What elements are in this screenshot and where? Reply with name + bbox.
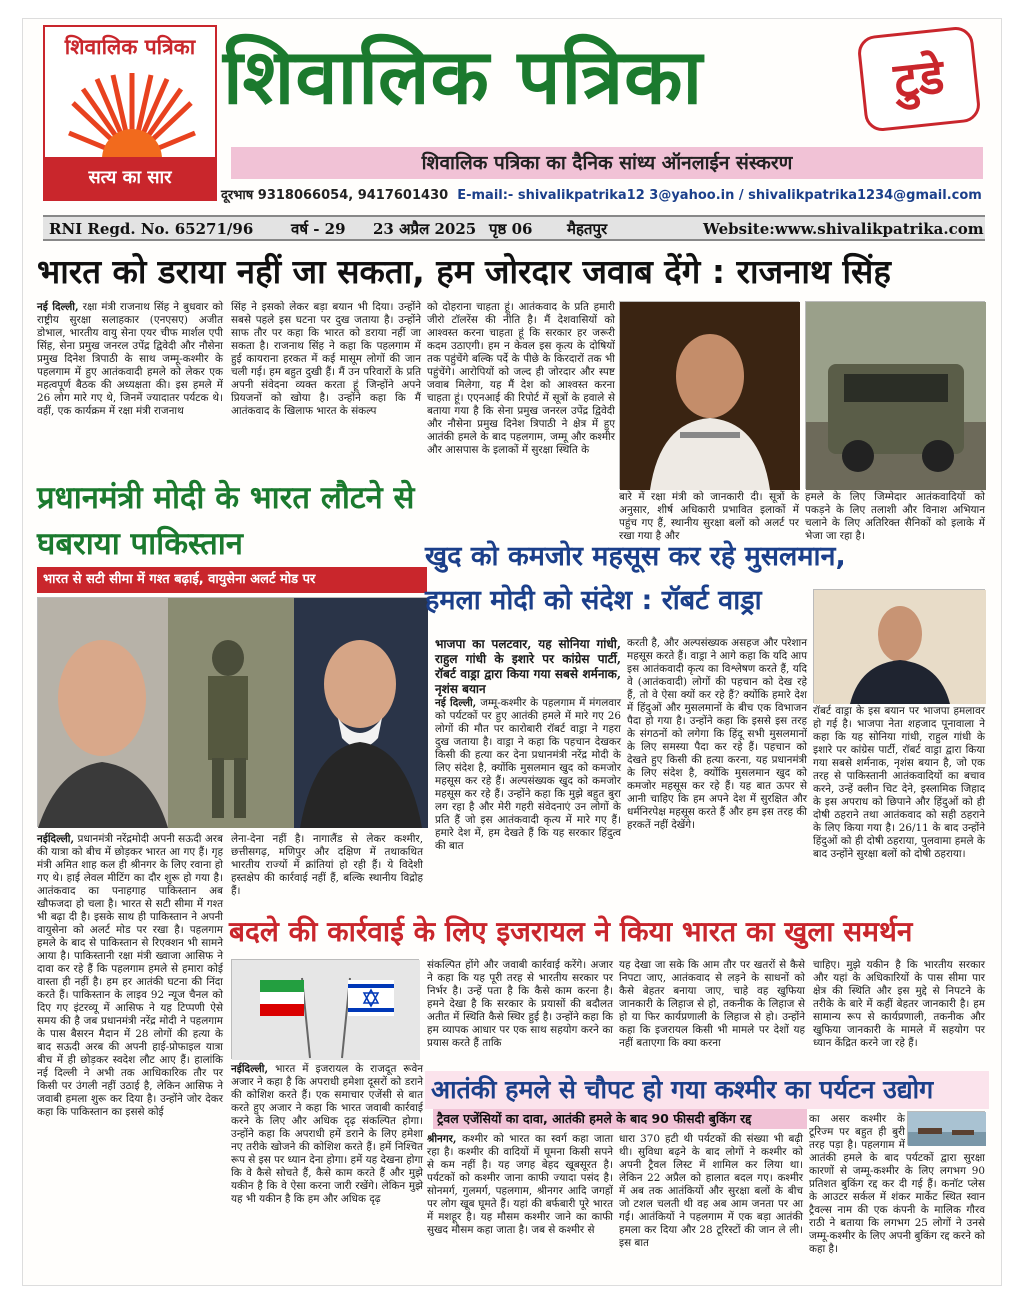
vadra-photo	[813, 589, 985, 703]
modi-collage-image	[38, 598, 428, 828]
email-addresses: E-mail:- shivalikpatrika12 3@yahoo.in / shivalikpatrika1234@gmail.com	[457, 188, 982, 203]
vadra-headline-line-2: हमला मोदी को संदेश : रॉबर्ट वाड्रा	[425, 585, 762, 616]
vadra-column-2: करती है, और अल्पसंख्यक असहज और परेशान महसूस करते हैं। वाड्रा ने आगे कहा कि यदि आप इस आतंकवादी कृत्य का विश्लेषण करते हैं, यदि वे (आतंकवादी) लोगों की पहचान को देख रहे हैं, तो वे ऐसा क्यों कर रहे हैं? क्योंकि हमारे देश में हिंदुओं और मुसलमानों के बीच एक विभाजन पैदा हो गया है। उन्होंने कहा कि इससे इस तरह के संगठनों को लगेगा कि हिंदू सभी मुसलमानों के लिए समस्या पैदा कर रहे हैं। पहचान को देखते हुए किसी की हत्या करना, यह प्रधानमंत्री के लिए संदेश है, क्योंकि मुसलमान खुद को कमजोर महसूस कर रहे हैं। यह बात ऊपर से आनी चाहिए कि हम अपने देश में सुरक्षित और धर्मनिरपेक्ष महसूस करते हैं और हम इस तरह की हरकतें नहीं देखेंगे।	[627, 637, 807, 831]
newspaper-logo	[43, 25, 217, 201]
modi-subheadline: भारत से सटी सीमा में गश्त बढ़ाई, वायुसेना अलर्ट मोड पर	[37, 567, 427, 593]
kashmir-text-1: कश्मीर को भारत का स्वर्ग कहा जाता रहा है। कश्मीर की वादियों में घूमना किसी सपने से कम नहीं है। यह जगह बेहद खूबसूरत है। पर्यटकों को कश्मीर जाना काफी ज्यादा पसंद है। सोनमर्ग, गुलमर्ग, पहलगाम, श्रीनगर आदि जगहों पर लोग खूब घूमते हैं। यहां की बर्फबारी पूरे भारत में मशहूर है। यह मौसम कश्मीर जाने का काफी सुखद मौसम कहा जाता है। जब से कश्मीर से	[427, 1133, 614, 1236]
masthead-tagline: शिवालिक पत्रिका का दैनिक सांध्य ऑनलाईन संस्करण	[231, 147, 983, 179]
vadra-text-1: जम्मू-कश्मीर के पहलगाम में मंगलवार को पर्यटकों पर हुए आतंकी हमले में मारे गए 26 लोगों की मौत पर कारोबारी रॉबर्ट वाड्रा ने गहरा दुख जताया है। वाड्रा ने कहा कि पहचान देखकर किसी की हत्या कर देना प्रधानमंत्री नरेंद्र मोदी के लिए संदेश है, क्योंकि मुसलमान खुद को कमजोर महसूस कर रहे हैं। अल्पसंख्यक खुद को कमजोर महसूस कर रहे हैं। उन्होंने कहा कि मुझे बहुत बुरा लग रहा है और मेरी गहरी संवेदनाएं उन लोगों के प्रति हैं जो इस आतंकवादी कृत्य में मारे गए हैं। हमारे देश में, हम देखते हैं कि यह सरकार हिंदुत्व की बात	[435, 697, 621, 852]
rajnath-dateline: नई दिल्ली,	[37, 301, 79, 313]
israel-column-4: चाहिए। मुझे यकीन है कि भारतीय सरकार और यहां के अधिकारियों के पास सीमा पार क्षेत्र की स्थिति और इस मुद्दे से निपटने के तरीके के बारे में कहीं बेहतर जानकारी है। हम सामान्य रूप से कार्यप्रणाली, तकनीक और खुफिया जानकारी के मामले में सहयोग पर ध्यान केंद्रित करने जा रहे हैं।	[813, 959, 985, 1049]
flags-photo	[231, 959, 419, 1059]
rajnath-column-3: को दोहराना चाहता हूं। आतंकवाद के प्रति हमारी जीरो टॉलरेंस की नीति है। मैं देशवासियों को आश्वस्त करना चाहता हूं कि सरकार हर जरूरी कदम उठाएगी। हम न केवल इस कृत्य के दोषियों तक पहुंचेंगे बल्कि पर्दे के पीछे के किरदारों तक भी पहुंचेंगे। आरोपियों को जल्द ही जोरदार और स्पष्ट जवाब मिलेगा, यह मैं देश को आश्वस्त करना चाहता हूं। एएनआई की रिपोर्ट में सूत्रों के हवाले से बताया गया है कि सेना प्रमुख जनरल उपेंद्र द्विवेदी और नौसेना प्रमुख दिनेश त्रिपाठी ने क्षेत्र में हुए आतंकी हमले के बाद पहलगाम, जम्मू और कश्मीर और आसपास के इलाकों में सुरक्षा स्थिति के	[427, 301, 615, 456]
kashmir-dateline: श्रीनगर,	[427, 1133, 457, 1145]
kashmir-column-2: धारा 370 हटी थी पर्यटकों की संख्या भी बढ़ी थी। सुविधा बढ़ने के बाद लोगों ने कश्मीर को अपनी ट्रैवल लिस्ट में शामिल कर लिया था। लेकिन 22 अप्रैल को हालात बदल गए। कश्मीर में अब तक आतंकियों और सुरक्षा बलों के बीच जो टशल चलती थी वह अब आम जनता पर आ गई। आतंकियों ने पहलगाम में एक बड़ा आतंकी हमला कर दिया और 28 टूरिस्टों की जान ले ली। इस बात	[619, 1133, 803, 1249]
modi-column-1	[37, 833, 223, 1285]
rajnath-headline: भारत को डराया नहीं जा सकता, हम जोरदार जवाब देंगे : राजनाथ सिंह	[37, 252, 891, 291]
modi-headline: प्रधानमंत्री मोदी के भारत लौटने से घबराया पाकिस्तान	[37, 480, 415, 562]
army-vehicle-photo	[805, 301, 985, 489]
vadra-dateline: नई दिल्ली,	[435, 697, 477, 709]
logo-top-text: शिवालिक पत्रिका	[64, 34, 196, 59]
phone-label: दूरभाष	[221, 188, 254, 203]
israel-column-3: यह देखा जा सके कि आम तौर पर खतरों से कैसे निपटा जाए, आतंकवाद से लड़ने के साधनों को कैसे बेहतर बनाया जाए, चाहे वह खुफिया जानकारी के लिहाज से हो, तकनीक के लिहाज से हो या फिर कार्यप्रणाली के लिहाज से हो। उन्होंने कहा कि इजरायल किसी भी मामले पर देशों यह नहीं बताएगा कि क्या करना	[619, 959, 805, 1049]
vadra-column-1	[435, 637, 621, 909]
modi-dateline: नईदिल्ली,	[37, 833, 75, 845]
contact-line	[221, 185, 1001, 207]
israel-dateline: नईदिल्ली,	[231, 1063, 269, 1075]
vadra-lede: भाजपा का पलटवार, यह सोनिया गांधी, राहुल गांधी के इशारे पर कांग्रेस पार्टी, रॉबर्ट वाड्रा द्वारा किया गया सबसे शर्मनाक, नृशंस बयान	[435, 637, 621, 696]
issue-year: वर्ष - 29	[291, 220, 346, 238]
israel-headline: बदले की कार्रवाई के लिए इजरायल ने किया भारत का खुला समर्थन	[229, 915, 913, 948]
rni-number: RNI Regd. No. 65271/96	[49, 220, 254, 238]
vadra-caption: रॉबर्ट वाड्रा के इस बयान पर भाजपा हमलावर हो गई है। भाजपा नेता शहजाद पूनावाला ने कहा कि यह सोनिया गांधी, राहुल गांधी के इशारे पर कांग्रेस पार्टी, रॉबर्ट वाड्रा द्वारा किया गया सबसे शर्मनाक, नृशंस बयान है, जो एक तरह से पाकिस्तानी आतंकवादियों का बचाव करने, उन्हें क्लीन चिट देने, इस्लामिक जिहाद के इस अपराध को छिपाने और हिंदुओं को ही दोषी ठहराने तथा आतंकवाद को सही ठहराने के लिए किया गया है। 26/11 के बाद उन्होंने हिंदुओं को ही दोषी ठहराया, पुलवामा हमले के बाद उन्होंने सुरक्षा बलों को दोषी ठहराया।	[813, 705, 985, 860]
rajnath-photo	[619, 301, 799, 489]
kashmir-text-3: का असर कश्मीर के टूरिज्म पर बहुत ही बुरी तरह पड़ा है। पहलगाम में आतंकी हमले के बाद पर्यटकों द्वारा सुरक्षा कारणों से जम्मू-कश्मीर के लिए लगभग 90 प्रतिशत बुकिंग रद्द कर दी गई हैं। कनॉट प्लेस के आउटर सर्कल में शंकर मार्केट स्थित स्वान ट्रैवल्स नाम की एक कंपनी के मालिक गौरव राठी ने बताया कि लगभग 25 लोगों ने उनसे जम्मू-कश्मीर के लिए अपनी बुकिंग रद्द करने को कहा है।	[809, 1113, 985, 1255]
modi-text-1: प्रधानमंत्री नरेंद्रमोदी अपनी सऊदी अरब की यात्रा को बीच में छोड़कर भारत आ गए हैं। गृह मंत्री अमित शाह कल ही श्रीनगर के लिए रवाना हो गए थे। हाई लेवल मीटिंग का दौर शुरू हो गया है। आतंकवाद का पनाहगाह पाकिस्तान अब खौफजदा हो चला है। भारत से सटी सीमा में गश्त भी बढ़ा दी है। इसके साथ ही पाकिस्तान ने अपनी वायुसेना को अलर्ट मोड पर रखा है। पहलगाम हमले के बाद से पाकिस्तान से रिएक्शन भी सामने आया है। पाकिस्तानी रक्षा मंत्री ख्वाजा आसिफ ने दावा कर रहे हैं कि पहलगाम हमले से हमारा कोई वास्ता ही नहीं है। हम हर आतंकी घटना की निंदा करते हैं। पाकिस्तान के लाइव 92 न्यूज चैनल को दिए गए इंटरव्यू में आसिफ ने यह टिप्पणी ऐसे समय की है जब प्रधानमंत्री नरेंद्र मोदी ने पहलगाम के पास बैसरन मैदान में 28 लोगों की हत्या के बाद सऊदी अरब की अपनी हाई-प्रोफाइल यात्रा बीच में ही छोड़कर स्वदेश लौट आए हैं। हालांकि नई दिल्ली ने अभी तक आधिकारिक तौर पर किसी पर उंगली नहीं उठाई है, लेकिन आसिफ ने जवाबी हमला शुरू कर दिया है। उन्होंने जोर देकर कहा कि पाकिस्तान का इससे कोई	[37, 833, 223, 1118]
masthead-title: शिवालिक पत्रिका	[223, 32, 704, 121]
kashmir-photo-float	[905, 1113, 985, 1149]
israel-column-2: संकल्पित होंगे और जवाबी कार्रवाई करेंगे। अजार ने कहा कि यह पूरी तरह से भारतीय सरकार पर निर्भर है। उन्हें पता है कि कैसे काम करना है। हमने देखा है कि सरकार के प्रयासों की बदौलत अतीत में स्थिति कैसे स्थिर हुई है। उन्होंने कहा कि हम व्यापक आधार पर एक साथ सहयोग करने का प्रयास करते हैं ताकि	[427, 959, 613, 1049]
rajnath-caption-2: हमले के लिए जिम्मेदार आतंकवादियों को पकड़ने के लिए तलाशी और विनाश अभियान चलाने के लिए अतिरिक्त सैनिकों को इलाके में भेजा जा रहा है।	[805, 491, 985, 542]
kashmir-column-3	[809, 1113, 985, 1285]
phone-numbers: 9318066054, 9417601430	[257, 188, 449, 203]
page-number: पृष्ठ 06	[489, 220, 533, 238]
rajnath-caption-1: बारे में रक्षा मंत्री को जानकारी दी। सूत्रों के अनुसार, शीर्ष अधिकारी प्रभावित इलाकों में पहुंच गए हैं, स्थानीय सुरक्षा बलों को अलर्ट पर रखा गया है और	[619, 491, 799, 542]
newspaper-page	[22, 18, 1002, 1286]
sunburst-icon	[67, 67, 197, 163]
today-badge: टुडे	[856, 25, 981, 133]
website: Website:www.shivalikpatrika.com	[703, 220, 984, 238]
flags-image	[232, 960, 420, 1060]
vadra-portrait-image	[814, 590, 986, 704]
vadra-headline-line-1: खुद को कमजोर महसूस कर रहे मुसलमान,	[425, 541, 846, 572]
modi-column-2: लेना-देना नहीं है। नागालैंड से लेकर कश्मीर, छत्तीसगढ़, मणिपुर और दक्षिण में तथाकथित भारतीय राज्यों में क्रांतियां हो रही हैं। ये विदेशी हस्तक्षेप की कार्रवाई नहीं हैं, बल्कि स्थानीय विद्रोह हैं।	[231, 833, 423, 897]
kashmir-subheadline: ट्रैवल एजेंसियों का दावा, आतंकी हमले के बाद 90 फीसदी बुकिंग रद्द	[433, 1109, 807, 1129]
logo-motto: सत्य का सार	[45, 157, 215, 199]
israel-column-1	[231, 1063, 423, 1285]
rajnath-text-1: रक्षा मंत्री राजनाथ सिंह ने बुधवार को राष्ट्रीय सुरक्षा सलाहकार (एनएसए) अजीत डोभाल, भारतीय वायु सेना एयर चीफ मार्शल एपी सिंह, सेना प्रमुख जनरल उपेंद्र द्विवेदी और नौसेना प्रमुख दिनेश त्रिपाठी के साथ जम्मू-कश्मीर के पहलगाम में हुए आतंकवादी हमले को लेकर एक महत्वपूर्ण बैठक की अध्यक्षता की। इस हमले में 26 लोग मारे गए थे, जिनमें ज्यादातर पर्यटक थे। वहीं, एक कार्यक्रम में रक्षा मंत्री राजनाथ	[37, 301, 224, 417]
rajnath-portrait-image	[620, 302, 800, 490]
rajnath-column-1	[37, 301, 223, 473]
place-name: मैहतपुर	[567, 220, 608, 238]
kashmir-column-1	[427, 1133, 613, 1285]
modi-collage-photo	[37, 597, 427, 827]
army-vehicle-image	[806, 302, 986, 490]
issue-date: 23 अप्रैल 2025	[373, 220, 477, 238]
rajnath-column-2: सिंह ने इसको लेकर बड़ा बयान भी दिया। उन्होंने सबसे पहले इस घटना पर दुख जताया है। उन्होंने साफ तौर पर कहा कि भारत को डराया नहीं जा सकता है। राजनाथ सिंह ने कहा कि पहलगाम में हुई कायराना हरकत में कई मासूम लोगों की जान चली गई। हम बहुत दुखी हैं। मैं उन परिवारों के प्रति अपनी संवेदना व्यक्त करता हूं जिन्होंने अपने प्रियजनों को खोया है। उन्होंने कहा कि मैं आतंकवाद के खिलाफ भारत के संकल्प	[231, 301, 421, 417]
israel-text-1: भारत में इजरायल के राजदूत रूवेन अजार ने कहा है कि अपराधी हमेशा दूसरों को डराने की कोशिश करते हैं। एक समाचार एजेंसी से बात करते हुए अजार ने कहा कि भारत जवाबी कार्रवाई करने के लिए और अधिक दृढ़ संकल्पित होगा। उन्होंने कहा कि अपराधी हमें डराने के लिए हमेशा नए तरीके खोजने की कोशिश करते हैं। हमें निश्चित रूप से इस पर ध्यान देना होगा। हमें यह देखना होगा कि वे कैसे सोचते हैं, कैसे काम करते हैं और मुझे यकीन है कि वे ऐसा करना जारी रखेंगे। लेकिन मुझे यह भी यकीन है कि हम और अधिक दृढ़	[231, 1063, 423, 1205]
issue-info-bar	[43, 215, 985, 241]
kashmir-headline: आतंकी हमले से चौपट हो गया कश्मीर का पर्यटन उद्योग	[425, 1071, 989, 1109]
